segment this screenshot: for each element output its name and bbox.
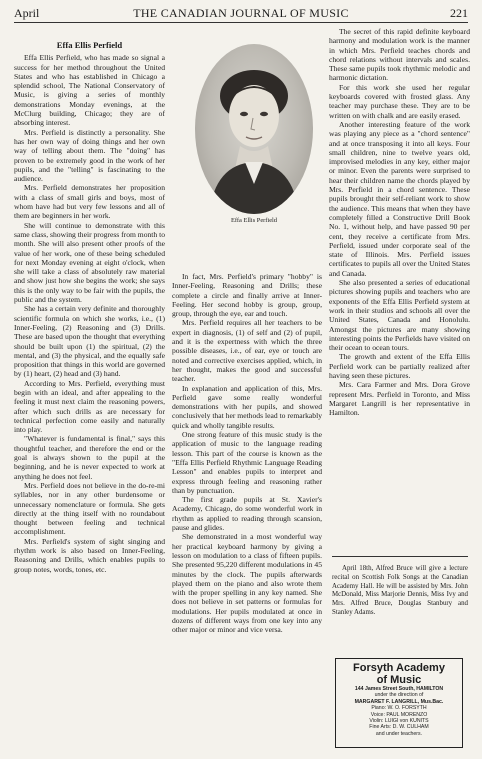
article-paragraph: Mrs. Cara Farmer and Mrs. Dora Grove represent Mrs. Perfield in Toronto, and Miss Margaret Langrill is her representative in Hamilton. [329, 380, 470, 418]
notice-text: April 18th, Alfred Bruce will give a lecture recital on Scottish Folk Songs at the Canadian Academy Hall. He will be assisted by Mrs. John McDonald, Miss Marjorie Dennis, Miss Ivy and Mrs. Alfred Bruce, Douglas Stanbury and Stanley Adams. [332, 565, 468, 616]
article-paragraph: In fact, Mrs. Perfield's primary "hobby" is Inner-Feeling, Reasoning and Drills; these complete a circle and finally arrive at Inner-Feeling. Her second hobby is group, group, group, through the eye, ear and touch. [172, 272, 322, 319]
article-paragraph: Mrs. Perfield's system of sight singing and rhythm work is also based on Inner-Feeling, Reasoning and Drills, which enables pupils to group notes, words, tones, etc. [14, 536, 165, 574]
article-paragraph: She demonstrated in a most wonderful way her practical keyboard harmony by giving a lesson on modulation to a class of fifteen pupils. She presented 95,220 different modulations in 45 minutes by the clock. The pupils afterwards played them on the piano and also wrote them with the proper spelling in any key named. She does not believe in set patterns or formulas for modulations. Her pupils modulated at once in dozens of different ways from one key into any other major or minor and vice versa. [172, 532, 322, 635]
forsyth-academy-advertisement [335, 658, 463, 748]
article-paragraph: Mrs. Perfield demonstrates her proposition with a class of small girls and boys, most of whom have had but very few lessons and all of them are beginners in her work. [14, 183, 165, 221]
ad-violin: Violin: LUIGI von KUNITS [369, 718, 429, 725]
ad-subtitle: of Music [376, 674, 422, 686]
column-left [14, 27, 165, 574]
article-paragraph: She has a certain very definite and thoroughly scientific formula on which she works, i.e., (1) Inner-Feeling, (2) Reasoning and (3) Drills. These are based upon the thought that everything should be built upon (1) the spiritual, (2) the mental, and (3) the physical, and the equally safe proposition that things in this world are governed by (1) heart, (2) head and (3) hand. [14, 304, 165, 379]
ad-address: 144 James Street South, HAMILTON [354, 686, 444, 692]
header-month: April [14, 6, 40, 20]
article-paragraph: For this work she used her regular keyboards covered with frosted glass. Any teacher may purchase these. They are to be written on with chalk and are easily erased. [329, 82, 470, 120]
article-title: Effa Ellis Perfield [56, 40, 123, 50]
article-paragraph: The first grade pupils at St. Xavier's Academy, Chicago, do some wonderful work in rhythm as applied to reading through scansion, pause and glides. [172, 495, 322, 533]
ad-direction-label: under the direction of [374, 692, 424, 699]
portrait-photo [195, 44, 313, 214]
header-rule [14, 22, 468, 23]
article-paragraph: According to Mrs. Perfield, everything must begin with an ideal, and after appealing to the feeling it must next claim the reasoning powers, after which such drills as are necessary for technical perfection come easily and naturally into play. [14, 378, 165, 435]
article-paragraph: The secret of this rapid definite keyboard harmony and modulation work is the manner in which Mrs. Perfield teaches chords and chord relations without intervals and scales. These same pupils took rhythmic melodic and harmonic dictation. [329, 27, 470, 83]
article-paragraph: Mrs. Perfield requires all her teachers to be expert in diagnosis, (1) of self and (2) of pupil, and it is the expertness with which the three possible diseases, i.e., of ear, eye or touch are noted and corrective exercises applied, which, in her thought, makes the good and successful teacher. [172, 318, 322, 384]
ad-fine-arts: Fine Arts: D. W. CULHAM [369, 724, 429, 731]
ad-others: and under teachers. [375, 730, 423, 737]
article-paragraph: The growth and extent of the Effa Ellis Perfield work can be partially realized after having seen these pictures. [329, 352, 470, 380]
ad-voice: Voice: PAUL MORENZO [370, 711, 428, 718]
ad-name: Forsyth Academy [353, 662, 445, 674]
article-paragraph: One strong feature of this music study is the application of music to the language reading lesson. This part of the course is known as the "Effa Ellis Perfield Rhythmic Language Reading Lesson" and enables pupils to interpret and express through feeling and reasoning rather than by punctuation. [172, 430, 322, 495]
recital-notice [332, 565, 468, 618]
portrait-figure [192, 44, 316, 224]
page-number: 221 [450, 6, 468, 20]
column-middle [172, 272, 322, 635]
ad-piano: Piano: W. O. FORSYTH [371, 705, 427, 712]
article-paragraph: She also presented a series of educational pictures showing pupils and teachers who are exponents of the Effa Ellis Perfield system at work in their studios and schools all over the United States, Canada and Honolulu. Amongst the pictures are many showing interesting points the Perfields have visited on their ocean to ocean tours. [329, 278, 470, 353]
article-paragraph: "Whatever is fundamental is final," says this thoughtful teacher, and therefore the end or the goal is always shown to the pupil at the beginning, and he is never expected to work at anything he does not feel. [14, 434, 165, 481]
portrait-caption: Effa Ellis Perfield [230, 217, 278, 224]
article-paragraph: Mrs. Perfield is distinctly a personality. She has her own way of doing things and her own way of telling about them. The "doing" has proven to be extremely good in the work of her pupils, and the "telling" is fascinating to the audience. [14, 127, 165, 184]
page-header [14, 5, 468, 21]
section-divider [332, 556, 468, 557]
portrait-illustration [195, 44, 313, 214]
article-paragraph: In explanation and application of this, Mrs. Perfield gave some really wonderful demonstrations with her pupils, and showed conclusively that her methods lead to remarkably quick and wholly tangible results. [172, 383, 322, 430]
article-paragraph: Effa Ellis Perfield, who has made so signal a success for her method throughout the United States and who has established in Chicago a splendid school, The National Conservatory of Music, is giving a series of monthly demonstrations Monday evenings, at the McClurg building, Chicago; they are of absorbing interest. [14, 53, 165, 128]
article-paragraph: Mrs. Perfield does not believe in the do-re-mi syllables, nor in any other burdensome or unnecessary nomenclature or formula. She gets directly at the thing itself with no roundabout thought between feeling and technical accomplishment. [14, 480, 165, 537]
column-right [329, 27, 470, 417]
journal-title: THE CANADIAN JOURNAL OF MUSIC [133, 6, 349, 20]
article-paragraph: Another interesting feature of the work was playing any piece as a "chord sentence" and at once transposing it into all keys. Four small children, nine to twelve years old, improvised melodies in any key, either major or minor. Even the parents were surprised to hear their children name the chords played by Mrs. Perfield in a chord sentence. These pupils brought their self-reliant work to show the audience. This means that when they have completely filled a Constructive Drill Book No. 1, without help, and have passed 90 per cent, they receive a certificate from Mrs. Perfield, issued under corporate seal of the state of Illinois. Mrs. Perfield issues certificates to pupils all over the United States and Canada. [329, 119, 470, 278]
ad-director: MARGARET F. LANGRILL, Mus.Bac. [354, 698, 444, 705]
article-paragraph: She will continue to demonstrate with this same class, showing their progress from month to month. She will also present other proofs of the value of her work, one of these being scheduled for next Monday evening at eight o'clock, when she will take a class of absolutely raw material and show just how she begins the work; she says this is the only way to be fair with the pupils, the public and the system. [14, 220, 166, 305]
